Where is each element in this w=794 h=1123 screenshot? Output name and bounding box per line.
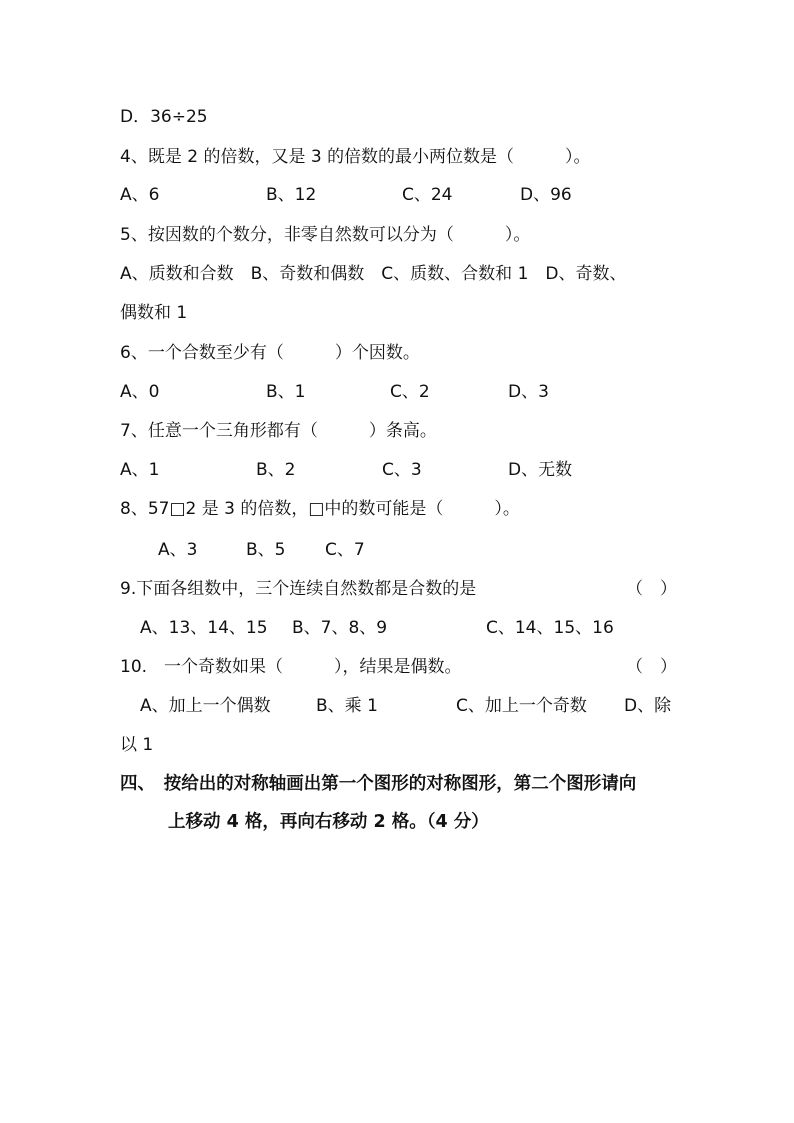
q8-option-b: B、5 bbox=[246, 540, 286, 560]
q6-stem: 6、一个合数至少有（ ）个因数。 bbox=[120, 343, 420, 363]
q7-option-a: A、1 bbox=[120, 460, 160, 480]
q4-option-d: D、96 bbox=[520, 185, 572, 205]
q5-options: A、质数和合数 B、奇数和偶数 C、质数、合数和 1 D、奇数、 bbox=[120, 264, 627, 284]
section4-heading-line1: 四、 按给出的对称轴画出第一个图形的对称图形，第二个图形请向 bbox=[120, 774, 637, 794]
q8-option-c: C、7 bbox=[325, 540, 365, 560]
q6-option-c: C、2 bbox=[390, 382, 430, 402]
q4-option-a: A、6 bbox=[120, 185, 160, 205]
q6-option-b: B、1 bbox=[266, 382, 306, 402]
q4-option-b: B、12 bbox=[266, 185, 317, 205]
q8-stem: 8、57□2 是 3 的倍数，□中的数可能是（ ）。 bbox=[120, 499, 520, 519]
q10-option-d: D、除 bbox=[624, 696, 672, 716]
q9-stem: 9.下面各组数中，三个连续自然数都是合数的是 bbox=[120, 579, 477, 599]
q5-options-wrap: 偶数和 1 bbox=[120, 303, 188, 323]
q10-option-c: C、加上一个奇数 bbox=[456, 696, 587, 716]
q7-option-c: C、3 bbox=[382, 460, 422, 480]
q7-option-b: B、2 bbox=[256, 460, 296, 480]
q10-answer-blank: （ ） bbox=[626, 657, 677, 677]
q10-options-wrap: 以 1 bbox=[120, 735, 154, 755]
q7-option-d: D、无数 bbox=[508, 460, 573, 480]
q8-option-a: A、3 bbox=[158, 540, 198, 560]
q10-option-a: A、加上一个偶数 bbox=[140, 696, 271, 716]
q9-option-b: B、7、8、9 bbox=[292, 618, 388, 638]
section4-heading-line2: 上移动 4 格，再向右移动 2 格。（4 分） bbox=[168, 812, 489, 832]
q3-option-d: D．36÷25 bbox=[120, 107, 208, 127]
q10-option-b: B、乘 1 bbox=[316, 696, 378, 716]
q7-stem: 7、任意一个三角形都有（ ）条高。 bbox=[120, 421, 437, 441]
q9-option-c: C、14、15、16 bbox=[486, 618, 614, 638]
q5-stem: 5、按因数的个数分，非零自然数可以分为（ ）。 bbox=[120, 225, 531, 245]
q6-option-d: D、3 bbox=[508, 382, 549, 402]
q9-answer-blank: （ ） bbox=[626, 579, 677, 599]
q10-stem: 10. 一个奇数如果（ ），结果是偶数。 bbox=[120, 657, 462, 677]
q4-option-c: C、24 bbox=[402, 185, 453, 205]
q9-option-a: A、13、14、15 bbox=[140, 618, 268, 638]
q6-option-a: A、0 bbox=[120, 382, 160, 402]
q4-stem: 4、既是 2 的倍数，又是 3 的倍数的最小两位数是（ ）。 bbox=[120, 147, 591, 167]
